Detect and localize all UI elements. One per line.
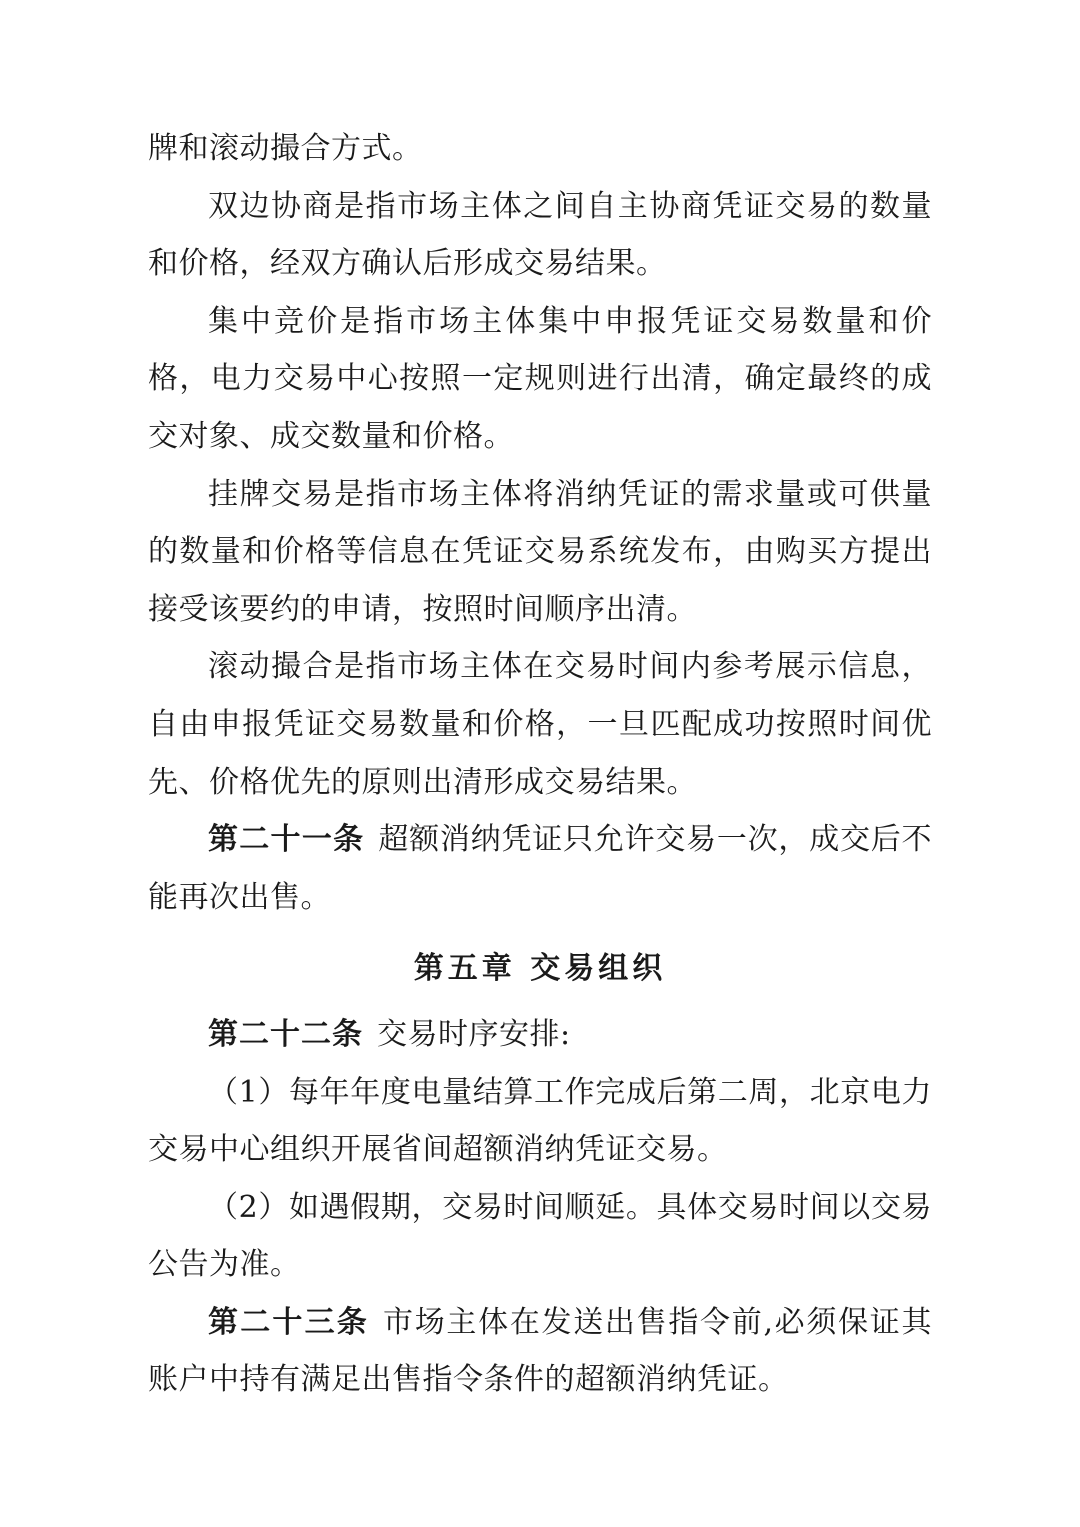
paragraph-continuation: 牌和滚动撮合方式。 bbox=[148, 131, 423, 166]
list-item-2: （2）如遇假期，交易时间顺延。具体交易时间以交易公告为准。 bbox=[148, 1189, 932, 1283]
document-body bbox=[148, 120, 932, 1409]
paragraph-rolling-matching: 滚动撮合是指市场主体在交易时间内参考展示信息，自由申报凭证交易数量和价格，一旦匹配成功按照时间优先、价格优先的原则出清形成交易结果。 bbox=[148, 649, 932, 800]
article-22 bbox=[148, 1006, 932, 1064]
article-23-text: 市场主体在发送出售指令前,必须保证其账户中持有满足出售指令条件的超额消纳凭证。 bbox=[148, 1304, 932, 1398]
article-22-text: 交易时序安排: bbox=[377, 1016, 571, 1052]
article-23-label: 第二十三条 bbox=[208, 1304, 370, 1340]
article-21-text: 超额消纳凭证只允许交易一次，成交后不能再次出售。 bbox=[148, 822, 933, 915]
article-21 bbox=[148, 811, 932, 926]
article-22-label: 第二十二条 bbox=[208, 1016, 363, 1052]
article-23 bbox=[148, 1294, 932, 1409]
paragraph-centralized-bidding: 集中竞价是指市场主体集中申报凭证交易数量和价格，电力交易中心按照一定规则进行出清，确定最终的成交对象、成交数量和价格。 bbox=[148, 303, 932, 454]
chapter-heading-5: 第五章 交易组织 bbox=[413, 951, 667, 987]
list-item-1: （1）每年年度电量结算工作完成后第二周，北京电力交易中心组织开展省间超额消纳凭证交易。 bbox=[148, 1074, 932, 1168]
article-21-label: 第二十一条 bbox=[208, 822, 365, 858]
paragraph-listing-trade: 挂牌交易是指市场主体将消纳凭证的需求量或可供量的数量和价格等信息在凭证交易系统发布，由购买方提出接受该要约的申请，按照时间顺序出清。 bbox=[148, 476, 932, 627]
paragraph-bilateral-negotiation: 双边协商是指市场主体之间自主协商凭证交易的数量和价格，经双方确认后形成交易结果。 bbox=[148, 188, 932, 282]
